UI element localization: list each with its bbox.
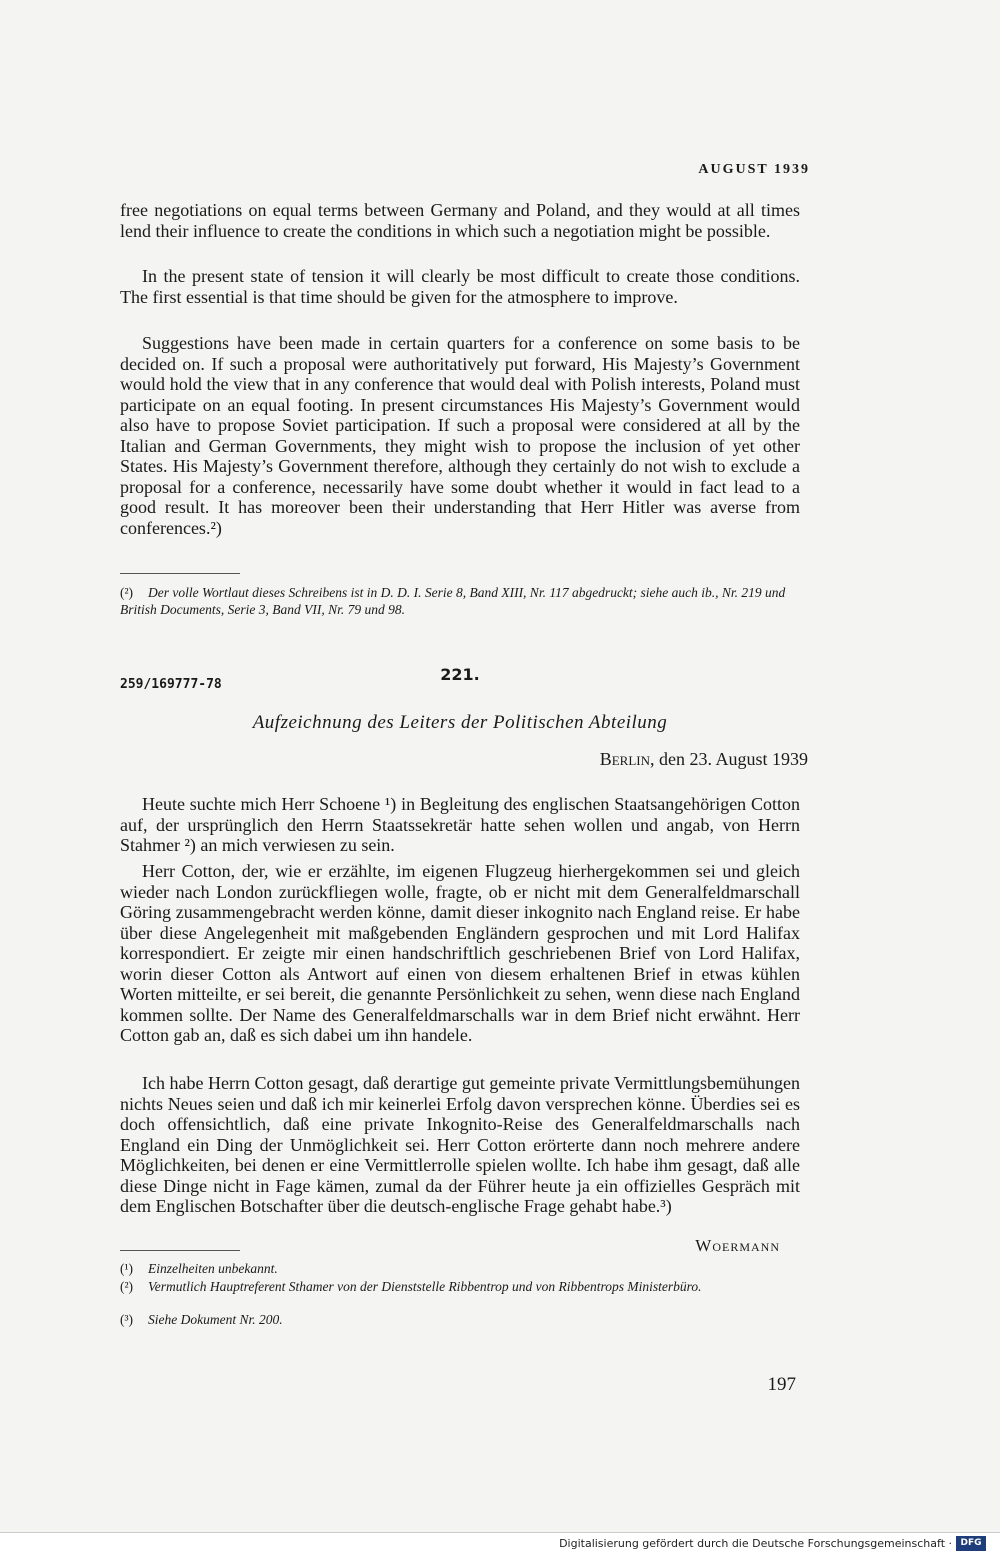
dateline-date: , den 23. August 1939 [649,749,808,769]
page-number: 197 [767,1374,796,1395]
footer-bar [0,1532,1000,1555]
paragraph-1: free negotiations on equal terms between Germany and Poland, and they would at all times lend their influence to create the conditions in which such a negotiation might be possible. [120,200,800,241]
dfg-logo: DFG [956,1536,986,1551]
dateline-place: Berlin [599,749,650,769]
doc-paragraph-1: Heute suchte mich Herr Schoene ¹) in Begleitung des englischen Staatsangehörigen Cotton auf, der ursprünglich den Herrn Staatssekretär hatte sehen wollen und angab, von Herrn Stahmer ²) an mich verwiesen zu sein. [120,794,800,855]
footnote-divider [120,573,240,574]
footnote-top [120,584,810,618]
footnote-text: Einzelheiten unbekannt. [148,1261,278,1276]
footnote-text: Siehe Dokument Nr. 200. [148,1312,283,1327]
doc-paragraph-2: Herr Cotton, der, wie er erzählte, im eigenen Flugzeug hierhergekommen sei und gleich wieder nach London zurückfliegen wolle, fragte, ob er nicht mit dem Generalfeldmarschall Göring zusammengebracht werden könne, damit dieser inkognito nach England reise. Er habe über diese Angelegenheit mit maßgebenden Engländern gesprochen und mit Lord Halifax korrespondiert. Er zeigte mir einen handschriftlich geschriebenen Brief von Lord Halifax, worin dieser Cotton als Antwort auf einen von diesem erhaltenen Brief in etwas kühlen Worten mitteilte, er sei bereit, die genannte Persönlichkeit zu sehen, wenn diese nach England kommen sollte. Der Name des Generalfeldmarschalls war in dem Brief nicht erwähnt. Herr Cotton gab an, daß es sich dabei um ihn handele. [120,861,800,1045]
signature-name: Woermann [695,1236,780,1255]
footnote-item [120,1278,810,1295]
dateline [120,749,808,770]
footer-credit: Digitalisierung gefördert durch die Deutsche Forschungsgemeinschaft · [559,1537,952,1550]
footnote-item [120,1311,810,1328]
footnote-marker: (²) [120,1279,134,1294]
running-header: AUGUST 1939 [698,162,810,177]
document-title: Aufzeichnung des Leiters der Politischen Abteilung [252,712,668,733]
doc-paragraph-3: Ich habe Herrn Cotton gesagt, daß derartige gut gemeinte private Vermittlungsbemühungen nichts Neues seien und daß ich mir keinerlei Erfolg davon versprechen könne. Überdies sei es doch offensichtlich, daß eine private Inkognito-Reise des Generalfeldmarschalls nach England ein Ding der Unmöglichkeit sei. Herr Cotton erörterte dann noch mehrere andere Möglichkeiten, bei denen er eine Vermittlerrolle spielen wollte. Ich habe ihm gesagt, daß alle diese Dinge nicht in Fage kämen, zumal da der Führer heute ja ein offizielles Gespräch mit dem Englischen Botschafter über die deutsch-englische Frage gehabt habe.³) [120,1073,800,1216]
paragraph-2: In the present state of tension it will clearly be most difficult to create those conditions. The first essential is that time should be given for the atmosphere to improve. [120,266,800,307]
paragraph-3: Suggestions have been made in certain quarters for a conference on some basis to be decided on. If such a proposal were authoritatively put forward, His Majesty’s Government would hold the view that in any conference that would deal with Polish interests, Poland must participate on an equal footing. In present circumstances His Majesty’s Government would also have to propose Soviet participation. If such a proposal were considered at all by the Italian and German Governments, they might wish to propose the inclusion of yet other States. His Majesty’s Government therefore, although they certainly do not wish to exclude a proposal for a conference, necessarily have some doubt whether it would in fact lead to a good result. It has moreover been their understanding that Herr Hitler was averse from conferences.²) [120,333,800,538]
footnote-marker: (³) [120,1312,134,1327]
footnote-marker: (²) [120,585,134,600]
footnote-marker: (¹) [120,1261,134,1276]
document-number: 221. [440,665,480,684]
footnote-item [120,1260,810,1277]
footnote-text: Vermutlich Hauptreferent Sthamer von der Dienststelle Ribbentrop und von Ribbentrops Ministerbüro. [148,1279,702,1294]
footnote-divider-2 [120,1250,240,1251]
file-reference: 259/169777-78 [120,677,222,692]
footnote-text: Der volle Wortlaut dieses Schreibens ist in D. D. I. Serie 8, Band XIII, Nr. 117 abgedruckt; siehe auch ib., Nr. 219 und British Documents, Serie 3, Band VII, Nr. 79 und 98. [120,585,786,617]
